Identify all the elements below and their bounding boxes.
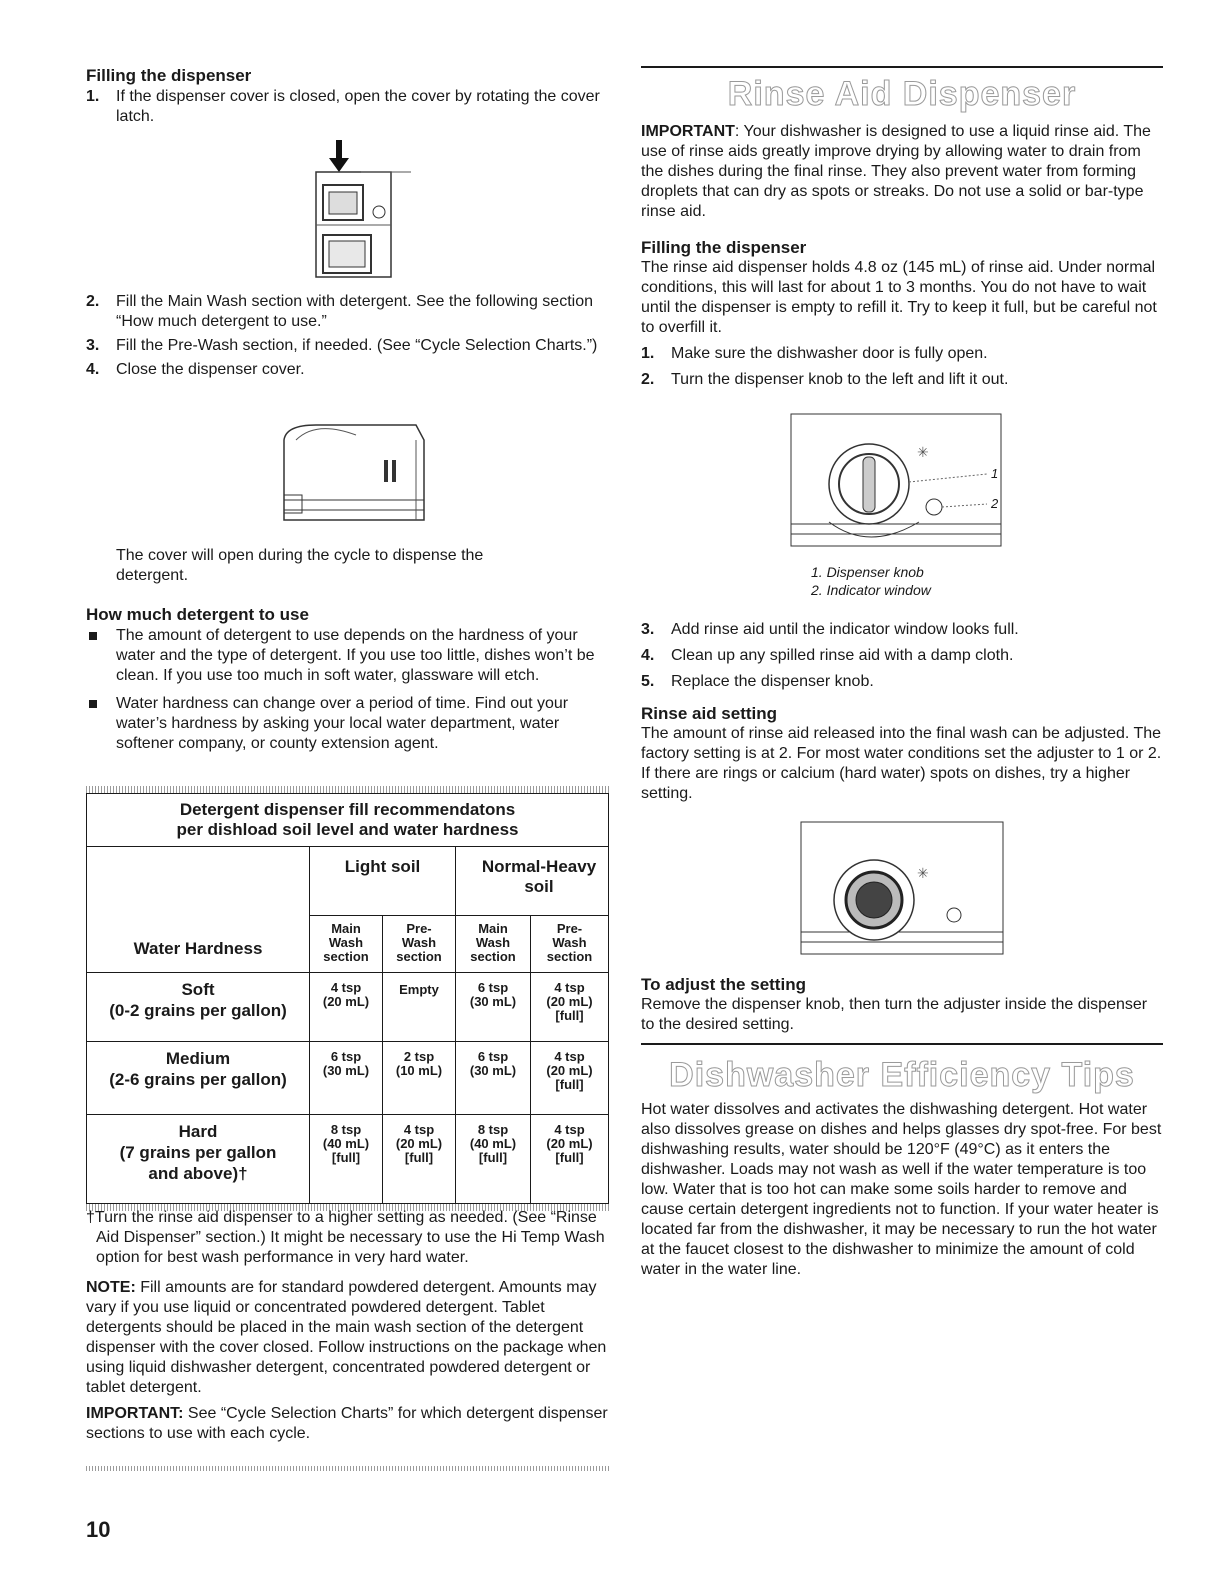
water-hardness-header: Water Hardness <box>87 847 310 973</box>
footnote: †Turn the rinse aid dispenser to a higher setting as needed. (See “Rinse Aid Dispenser” section.) It might be necessary to use the Hi Temp Wash option for best wash performance in very hard water. <box>86 1209 605 1266</box>
rinse-step-3: 3. Add rinse aid until the indicator window looks full. <box>641 621 1019 638</box>
svg-text:✳: ✳ <box>917 445 929 461</box>
bottom-rule <box>86 1466 609 1471</box>
sub-header-pre-1: Pre- Wash section <box>383 916 456 973</box>
rinse-important: IMPORTANT: Your dishwasher is designed to use a liquid rinse aid. The use of rinse aids greatly improve drying by allowing water to drain from the dishes during the final rinse. They also prevent water from forming droplets that can dry as spots or streaks. Do not use a solid or bar-type rinse aid. <box>641 123 1151 220</box>
table-row-medium: Medium (2-6 grains per gallon) 6 tsp (30 mL) 2 tsp (10 mL) 6 tsp (30 mL) 4 tsp (20 mL) [full] <box>87 1042 609 1115</box>
caption-1: 1. Dispenser knob <box>811 564 924 580</box>
light-soil-header: Light soil <box>310 847 456 916</box>
sub-header-main-2: Main Wash section <box>456 916 531 973</box>
table-title: Detergent dispenser fill recommendatons per dishload soil level and water hardness <box>87 794 609 847</box>
important-paragraph: IMPORTANT: See “Cycle Selection Charts” for which detergent dispenser sections to use with each cycle. <box>86 1405 608 1442</box>
setting-text: The amount of rinse aid released into the final wash can be adjusted. The factory setting is at 2. For most water conditions set the adjuster to 1 or 2. If there are rings or calcium (hard water) spots on dishes, try a higher setting. <box>641 725 1162 802</box>
rinse-step-4: 4. Clean up any spilled rinse aid with a damp cloth. <box>641 647 1014 664</box>
how-much-heading: How much detergent to use <box>86 605 309 624</box>
detergent-table-wrap <box>86 786 609 1211</box>
bullet-2: Water hardness can change over a period of time. Find out your water’s hardness by asking your local water department, water softener company, or county extension agent. <box>86 694 611 754</box>
step-2: 2. Fill the Main Wash section with detergent. See the following section “How much detergent to use.” <box>86 293 593 330</box>
tips-text: Hot water dissolves and activates the dishwashing detergent. Hot water also dissolves grease on dishes and helps glasses dry spot-free. For best dishwashing results, water should be 120°F (49°C) as it enters the dishwasher. Loads may not wash as well if the water temperature is too low. Water that is too hot can make some soils harder to remove and cause certain detergent ingredients not to function. If your water heater is located far from the dishwasher, it may be necessary to run the hot water at the faucet closest to the dishwasher to minimize the amount of cold water in the water line. <box>641 1101 1162 1278</box>
svg-text:✳: ✳ <box>917 866 929 882</box>
table-row-soft: Soft (0-2 grains per gallon) 4 tsp (20 mL) Empty 6 tsp (30 mL) 4 tsp (20 mL) [full] <box>87 973 609 1042</box>
table-top-border <box>86 786 609 793</box>
table-row-hard: Hard (7 grains per gallon and above)† 8 tsp (40 mL) [full] 4 tsp (20 mL) [full] 8 tsp (40 mL) [full] 4 tsp (20 mL) [full] <box>87 1115 609 1204</box>
rinse-knob-illustration <box>789 412 1009 552</box>
adjust-text: Remove the dispenser knob, then turn the adjuster inside the dispenser to the desired setting. <box>641 996 1148 1033</box>
callout-1: 1 <box>991 466 999 481</box>
normal-heavy-header: Normal-Heavy soil <box>456 847 609 916</box>
rinse-filling-heading: Filling the dispenser <box>641 238 807 257</box>
rinse-step-1: 1. Make sure the dishwasher door is fully open. <box>641 345 988 362</box>
tips-rule <box>641 1043 1163 1045</box>
top-rule <box>641 66 1163 68</box>
filling-heading: Filling the dispenser <box>86 66 252 85</box>
dispenser-open-illustration <box>301 140 411 285</box>
detergent-table <box>86 793 609 1204</box>
bullet-icon <box>89 632 97 640</box>
rinse-step-2: 2. Turn the dispenser knob to the left and lift it out. <box>641 371 1009 388</box>
step-3: 3. Fill the Pre-Wash section, if needed. (See “Cycle Selection Charts.”) <box>86 337 598 354</box>
tips-title: Dishwasher Efficiency Tips <box>669 1056 1135 1094</box>
callout-2: 2 <box>991 496 999 511</box>
sub-header-pre-2: Pre- Wash section <box>531 916 609 973</box>
sub-header-main-1: Main Wash section <box>310 916 383 973</box>
adjust-heading: To adjust the setting <box>641 975 806 994</box>
note-paragraph: NOTE: Fill amounts are for standard powdered detergent. Amounts may vary if you use liquid or concentrated powdered detergent. Tablet detergents should be placed in the main wash section of the detergent dispenser with the cover closed. Follow instructions on the package when using liquid dishwasher detergent, concentrated powdered detergent or tablet detergent. <box>86 1279 607 1396</box>
setting-heading: Rinse aid setting <box>641 704 778 723</box>
bullet-1: The amount of detergent to use depends on the hardness of your water and the type of detergent. If you use too little, dishes won’t be clean. If you use too much in soft water, glassware will etch. <box>86 626 611 686</box>
page-number: 10 <box>86 1517 111 1542</box>
step-1: 1. If the dispenser cover is closed, open the cover by rotating the cover latch. <box>86 88 600 125</box>
dispenser-closed-illustration <box>276 420 436 530</box>
step-4: 4. Close the dispenser cover. <box>86 361 305 378</box>
rinse-adjuster-illustration <box>799 820 1009 960</box>
bullet-icon <box>89 700 97 708</box>
rinse-filling-text: The rinse aid dispenser holds 4.8 oz (145 mL) of rinse aid. Under normal conditions, this will last for about 1 to 3 months. You do not have to wait until the dispenser is empty to refill it. Try to keep it full, but be careful not to overfill it. <box>641 259 1157 336</box>
cover-note: The cover will open during the cycle to dispense the detergent. <box>116 547 484 584</box>
caption-2: 2. Indicator window <box>811 582 931 598</box>
rinse-step-5: 5. Replace the dispenser knob. <box>641 673 874 690</box>
rinse-aid-title: Rinse Aid Dispenser <box>727 75 1077 113</box>
